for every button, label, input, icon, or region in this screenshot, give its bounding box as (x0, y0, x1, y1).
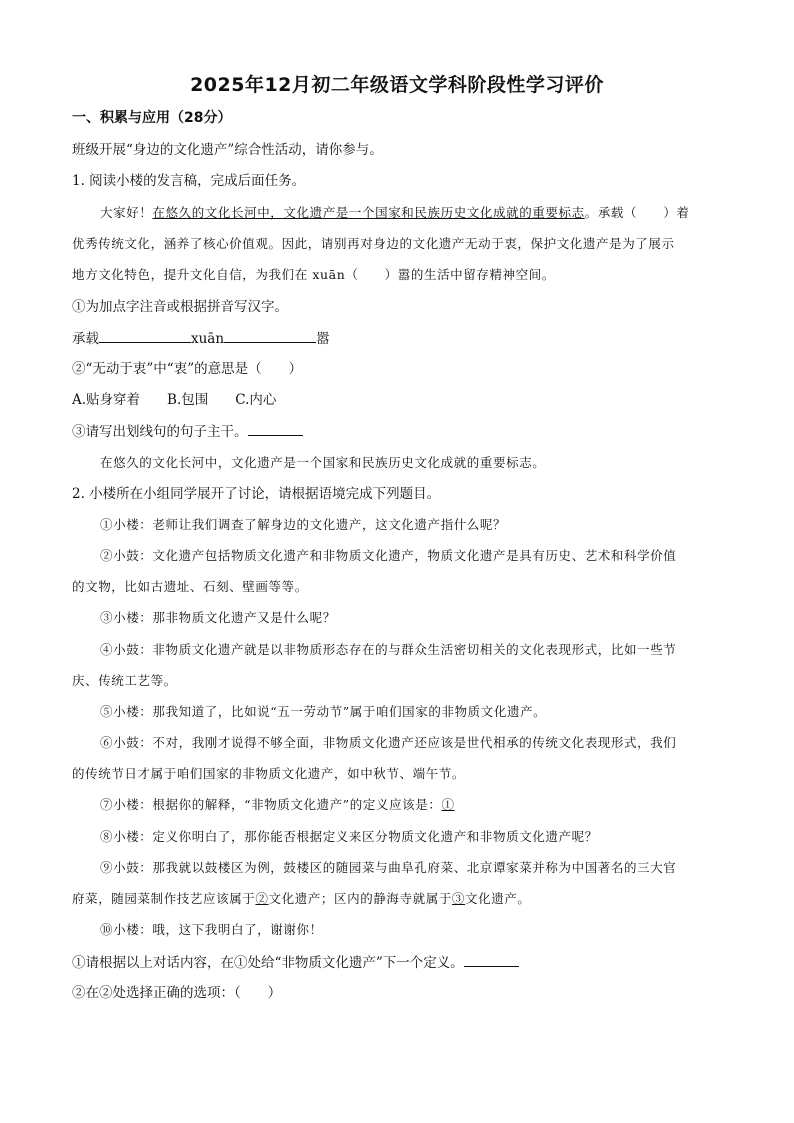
pinyin-xuan: xuān (191, 331, 225, 347)
task-1-2-options: A.贴身穿着 B.包围 C.内心 (72, 392, 277, 408)
speech-line-3: 地方文化特色，提升文化自信，为我们在 xuān（ ）嚣的生活中留存精神空间。 (72, 267, 555, 282)
dialogue-2: ②小鼓：文化遗产包括物质文化遗产和非物质文化遗产，物质文化遗产是具有历史、艺术和科学价值 (100, 548, 677, 563)
speech-line-1 (100, 203, 720, 223)
dialogue-9-part-3: 文化遗产。 (465, 891, 531, 906)
activity-intro: 班级开展“身边的文化遗产”综合性活动，请你参与。 (72, 142, 383, 158)
task-1-2: ②“无动于衷”中“衷”的意思是（ ） (72, 361, 303, 377)
dialogue-4: ④小鼓：非物质文化遗产就是以非物质形态存在的与群众生活密切相关的文化表现形式，比如一些节 (100, 642, 677, 657)
question-1-stem: 1. 阅读小楼的发言稿，完成后面任务。 (72, 173, 306, 189)
task-2-2: ②在②处选择正确的选项：（ ） (72, 985, 282, 1001)
dialogue-5: ⑤小楼：那我知道了，比如说“五一劳动节”属于咱们国家的非物质文化遗产。 (100, 704, 547, 719)
dialogue-3: ③小楼：那非物质文化遗产又是什么呢？ (100, 610, 336, 625)
speech-line-2: 优秀传统文化，涵养了核心价值观。因此，请别再对身边的文化遗产无动于衷，保护文化遗产是为了展示 (72, 236, 675, 251)
dialogue-7 (100, 795, 720, 815)
blank-marker-1: ① (441, 797, 455, 812)
underlined-sentence: 在悠久的文化长河中，文化遗产是一个国家和民族历史文化成就的重要标志 (152, 205, 585, 220)
task-1-3 (72, 421, 722, 442)
answer-blank-trunk[interactable] (248, 421, 303, 436)
task-1-3-text: ③请写出划线句的句子主干。 (72, 424, 248, 440)
question-2-stem: 2. 小楼所在小组同学展开了讨论，请根据语境完成下列题目。 (72, 486, 441, 502)
blank-marker-2: ② (255, 891, 269, 906)
answer-blank-definition[interactable] (464, 952, 519, 967)
dialogue-9-cont (72, 889, 722, 909)
dialogue-9-part-2: 文化遗产；区内的静海寺就属于 (268, 891, 452, 906)
dialogue-2-cont: 的文物，比如古遗址、石刻、壁画等等。 (72, 579, 308, 594)
answer-blank-chengzai[interactable] (99, 328, 191, 343)
dialogue-9: ⑨小鼓：那我就以鼓楼区为例，鼓楼区的随园菜与曲阜孔府菜、北京谭家菜并称为中国著名的三大官 (100, 860, 677, 875)
word-chengzai: 承载 (72, 331, 99, 347)
answer-blank-xuan[interactable] (224, 328, 316, 343)
task-2-1-text: ①请根据以上对话内容，在①处给“非物质文化遗产”下一个定义。 (72, 955, 464, 971)
speech-line-1-end: 。承载（ ）着 (584, 205, 690, 220)
task-2-1 (72, 952, 722, 973)
underlined-sentence-quote: 在悠久的文化长河中，文化遗产是一个国家和民族历史文化成就的重要标志。 (100, 455, 546, 470)
char-xiao: 嚣 (316, 331, 330, 347)
dialogue-4-cont: 庆、传统工艺等。 (72, 673, 177, 688)
dialogue-6-cont: 的传统节日才属于咱们国家的非物质文化遗产，如中秋节、端午节。 (72, 766, 466, 781)
speech-greeting: 大家好！ (100, 205, 153, 220)
dialogue-8: ⑧小楼：定义你明白了，那你能否根据定义来区分物质文化遗产和非物质文化遗产呢？ (100, 829, 598, 844)
dialogue-9-part-1: 府菜，随园菜制作技艺应该属于 (72, 891, 256, 906)
dialogue-7-text: ⑦小楼：根据你的解释，“非物质文化遗产”的定义应该是： (100, 797, 442, 812)
page-title: 2025年12月初二年级语文学科阶段性学习评价 (190, 74, 604, 96)
section-heading: 一、积累与应用（28分） (72, 110, 232, 126)
dialogue-10: ⑩小楼：哦，这下我明白了，谢谢你！ (100, 922, 323, 937)
task-1-1: ①为加点字注音或根据拼音写汉字。 (72, 299, 288, 315)
blank-marker-3: ③ (451, 891, 466, 906)
dialogue-6: ⑥小鼓：不对，我刚才说得不够全面，非物质文化遗产还应该是世代相承的传统文化表现形式，我们 (100, 735, 677, 750)
task-1-1-answers (72, 328, 722, 349)
dialogue-1: ①小楼：老师让我们调查了解身边的文化遗产，这文化遗产指什么呢？ (100, 517, 507, 532)
